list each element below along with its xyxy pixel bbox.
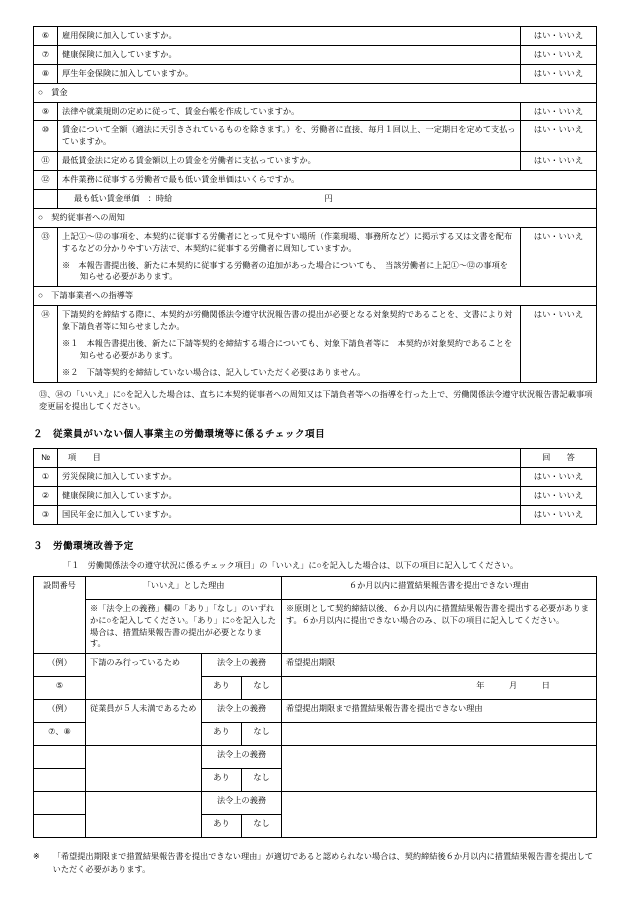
row-answer[interactable]: はい・いいえ [521, 121, 597, 152]
row-text: 法律や就業規則の定めに従って、賃金台帳を作成していますか。 [58, 102, 521, 121]
row-text: 本件業務に従事する労働者で最も低い賃金単価はいくらですか。 [58, 171, 597, 190]
obligation-no[interactable]: なし [242, 815, 282, 838]
row-answer[interactable]: はい・いいえ [521, 306, 597, 382]
row-answer[interactable]: はい・いいえ [521, 45, 597, 64]
row-text: 厚生年金保険に加入していますか。 [58, 64, 521, 83]
row-answer[interactable]: はい・いいえ [521, 227, 597, 287]
row-number: ⑪ [34, 152, 58, 171]
row-question-number: ⑦、⑧ [34, 723, 86, 746]
row-number-blank [34, 190, 58, 209]
row-text: 国民年金に加入していますか。 [58, 505, 521, 524]
table-row [34, 27, 597, 46]
section-label: ○ 下請事業者への指導等 [34, 287, 597, 306]
table-header-note-row [34, 599, 597, 654]
obligation-no[interactable]: なし [242, 723, 282, 746]
delay-reason[interactable] [282, 792, 597, 838]
delay-reason-line2[interactable] [282, 723, 597, 746]
table-row [34, 505, 597, 524]
section2-heading-text: 従業員がいない個人事業主の労働環境等に係るチェック項目 [53, 429, 326, 441]
row-number: ② [34, 487, 58, 506]
section3-heading-number: ３ [33, 540, 44, 552]
row-reason[interactable]: 下請のみ行っているため [86, 654, 202, 700]
section3-heading-text: 労働環境改善予定 [53, 540, 134, 552]
column-header-delay-reason: ６か月以内に措置結果報告書を提出できない理由 [282, 576, 597, 599]
row-example-label[interactable] [34, 746, 86, 769]
row-number: ⑬ [34, 227, 58, 287]
table-row-notice [34, 227, 597, 287]
section1-footnote: ⑬、⑭の「いいえ」に○を記入した場合は、直ちに本契約従事者への周知又は下請負者等への指導を行った上で、労働関係法令遵守状況報告書記載事項変更届を提出してください。 [39, 389, 593, 411]
row-text-cell [58, 306, 521, 382]
column-header-answer: 回 答 [521, 449, 597, 468]
obligation-label: 法令上の義務 [202, 654, 282, 677]
obligation-label: 法令上の義務 [202, 700, 282, 723]
row-text: 賃金について全額（適法に天引きされているものを除きます。）を、労働者に直接、毎月１回以上、一定期日を定めて支払っていますか。 [58, 121, 521, 152]
improvement-plan-table [33, 576, 597, 839]
row-question-number[interactable] [34, 815, 86, 838]
wage-unit-label: 円 [324, 194, 333, 204]
row-answer[interactable]: はい・いいえ [521, 505, 597, 524]
table-row [34, 792, 597, 815]
row-example-label: （例） [34, 700, 86, 723]
table-row-guidance [34, 306, 597, 382]
row-number: ① [34, 468, 58, 487]
table-row-wage-rate [34, 171, 597, 190]
obligation-yes[interactable]: あり [202, 723, 242, 746]
row-reason[interactable] [86, 792, 202, 838]
obligation-label: 法令上の義務 [202, 792, 282, 815]
section-label: ○ 契約従事者への周知 [34, 208, 597, 227]
row-answer[interactable]: はい・いいえ [521, 487, 597, 506]
table-row [34, 102, 597, 121]
row-reason[interactable]: 従業員が５人未満であるため [86, 700, 202, 746]
bottom-note-body [33, 850, 597, 876]
table-row [34, 700, 597, 723]
row-question-number[interactable] [34, 769, 86, 792]
row-answer[interactable]: はい・いいえ [521, 152, 597, 171]
table-row [34, 487, 597, 506]
obligation-no[interactable]: なし [242, 677, 282, 700]
row-number: ⑧ [34, 64, 58, 83]
delay-reason-line1[interactable]: 希望提出期限まで措置結果報告書を提出できない理由 [282, 700, 597, 723]
table-row [34, 746, 597, 769]
table-row [34, 654, 597, 677]
delay-reason[interactable] [282, 746, 597, 792]
wage-input-cell[interactable] [58, 190, 597, 209]
row-answer[interactable]: はい・いいえ [521, 468, 597, 487]
section2-heading [33, 429, 597, 442]
row-answer[interactable]: はい・いいえ [521, 27, 597, 46]
row-example-label: （例） [34, 654, 86, 677]
compliance-checklist-table [33, 26, 597, 383]
section3-bottom-note [33, 850, 597, 876]
obligation-yes[interactable]: あり [202, 815, 242, 838]
column-note-reason: ※「法令上の義務」欄の「あり」「なし」のいずれかに○を記入してください。「あり」に○を記入した場合は、措置結果報告書の提出が必要となります。 [86, 599, 282, 654]
row-note-2: ※２ 下請等契約を締結していない場合は、記入していただく必要はありません。 [62, 367, 366, 377]
row-text: 下請契約を締結する際に、本契約が労働関係法令遵守状況報告書の提出が必要となる対象契約であることを、文書により対象下請負者等に知らせましたか。 [62, 310, 513, 332]
row-number: ⑫ [34, 171, 58, 190]
section-header-guidance [34, 287, 597, 306]
bottom-note-text: 「希望提出期限まで措置結果報告書を提出できない理由」が適切であると認められない場合は、契約締結後６か月以内に措置結果報告書を提出していただく必要があります。 [52, 852, 594, 875]
table-row [34, 45, 597, 64]
row-reason[interactable] [86, 746, 202, 792]
obligation-no[interactable]: なし [242, 769, 282, 792]
row-text: 健康保険に加入していますか。 [58, 487, 521, 506]
row-number: ⑨ [34, 102, 58, 121]
section-label: ○ 賃金 [34, 83, 597, 102]
row-number: ⑦ [34, 45, 58, 64]
obligation-yes[interactable]: あり [202, 769, 242, 792]
row-note: ※ 本報告書提出後、新たに本契約に従事する労働者の追加があった場合についても、 当該労働者に上記①～⑫の事項を知らせる必要があります。 [62, 260, 508, 282]
section3-lead-text: 「１ 労働関係法令の遵守状況に係るチェック項目」の「いいえ」に○を記入した場合は、以下の項目に記入してください。 [63, 560, 519, 570]
section-header-wage [34, 83, 597, 102]
row-number: ⑩ [34, 121, 58, 152]
row-answer[interactable]: はい・いいえ [521, 102, 597, 121]
table-row [34, 121, 597, 152]
delay-reason-line2[interactable]: 年 月 日 [282, 677, 597, 700]
row-example-label[interactable] [34, 792, 86, 815]
row-text-cell [58, 227, 521, 287]
sole-proprietor-checklist-table [33, 448, 597, 525]
row-number: ⑭ [34, 306, 58, 382]
table-header-row [34, 576, 597, 599]
column-note-delay-reason: ※原則として契約締結以後、６か月以内に措置結果報告書を提出する必要があります。６か月以内に提出できない場合のみ、以下の項目に記入してください。 [282, 599, 597, 654]
obligation-label: 法令上の義務 [202, 746, 282, 769]
section2-heading-number: ２ [33, 429, 44, 441]
delay-reason-line1[interactable]: 希望提出期限 [282, 654, 597, 677]
row-question-number: ⑤ [34, 677, 86, 700]
row-text: 労災保険に加入していますか。 [58, 468, 521, 487]
obligation-yes[interactable]: あり [202, 677, 242, 700]
table-row [34, 64, 597, 83]
table-row-wage-input [34, 190, 597, 209]
row-text: 雇用保険に加入していますか。 [58, 27, 521, 46]
section3-heading [33, 541, 597, 554]
table-row [34, 468, 597, 487]
column-header-question-number: 設問番号 [34, 576, 86, 654]
row-note-1: ※１ 本報告書提出後、新たに下請等契約を締結する場合についても、対象下請負者等に 本契約が対象契約であることを知らせる必要があります。 [62, 339, 513, 360]
column-header-number: № [34, 449, 58, 468]
row-answer[interactable]: はい・いいえ [521, 64, 597, 83]
table-row [34, 152, 597, 171]
row-number: ③ [34, 505, 58, 524]
row-text: 最低賃金法に定める賃金額以上の賃金を労働者に支払っていますか。 [58, 152, 521, 171]
row-text: 健康保険に加入していますか。 [58, 45, 521, 64]
row-number: ⑥ [34, 27, 58, 46]
section-header-notice [34, 208, 597, 227]
column-header-reason: 「いいえ」とした理由 [86, 576, 282, 599]
note-mark: ※ [33, 852, 40, 862]
wage-rate-label: 最も低い賃金単価 ：時給 [74, 194, 173, 204]
row-text: 上記①～⑫の事項を、本契約に従事する労働者にとって見やすい場所（作業現場、事務所など）に掲示する又は文書を配布するなどの分かりやすい方法で、本契約に従事する労働者に周知していますか。 [62, 231, 513, 253]
table-header-row [34, 449, 597, 468]
column-header-item: 項 目 [58, 449, 521, 468]
